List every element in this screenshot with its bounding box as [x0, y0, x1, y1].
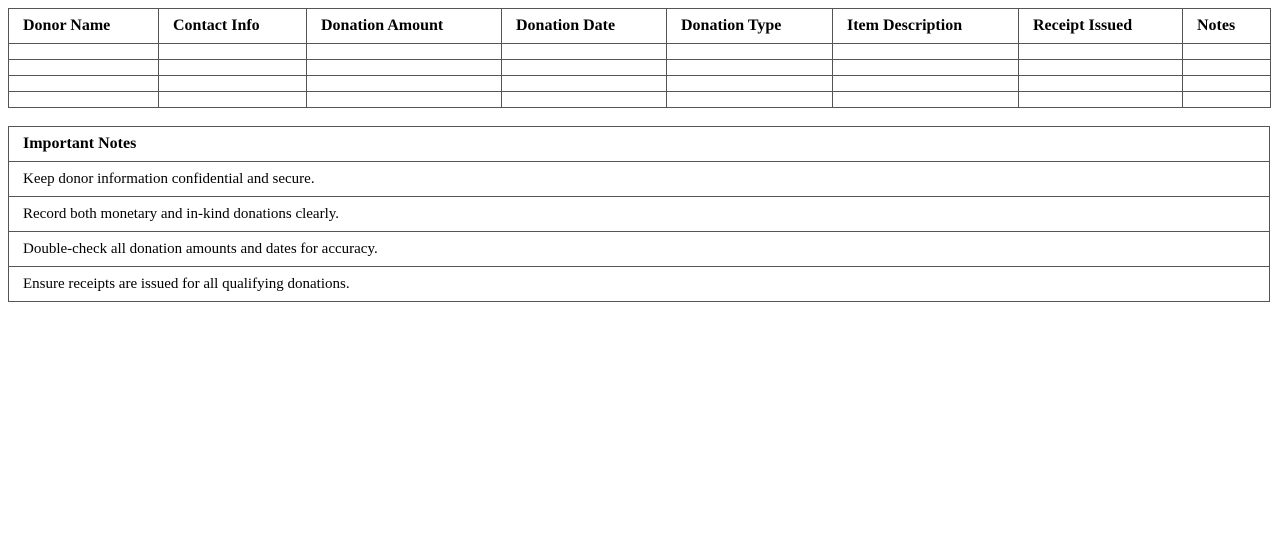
note-item: Double-check all donation amounts and dates for accuracy.: [9, 232, 1270, 267]
table-cell[interactable]: [9, 60, 159, 76]
note-row: [9, 232, 1270, 267]
column-header-receipt-issued: Receipt Issued: [1019, 9, 1183, 44]
note-row: [9, 197, 1270, 232]
table-cell[interactable]: [159, 92, 307, 108]
table-cell[interactable]: [1019, 60, 1183, 76]
table-row: [9, 60, 1271, 76]
note-row: [9, 267, 1270, 302]
note-item: Record both monetary and in-kind donations clearly.: [9, 197, 1270, 232]
column-header-donation-amount: Donation Amount: [307, 9, 502, 44]
table-cell[interactable]: [1019, 44, 1183, 60]
table-cell[interactable]: [502, 60, 667, 76]
table-cell[interactable]: [307, 76, 502, 92]
table-cell[interactable]: [667, 76, 833, 92]
column-header-donation-date: Donation Date: [502, 9, 667, 44]
table-cell[interactable]: [1183, 76, 1271, 92]
table-cell[interactable]: [833, 92, 1019, 108]
table-cell[interactable]: [9, 44, 159, 60]
table-cell[interactable]: [159, 60, 307, 76]
important-notes-heading: Important Notes: [9, 127, 1270, 162]
donation-log-table: [8, 8, 1271, 108]
table-cell[interactable]: [833, 44, 1019, 60]
note-item: Keep donor information confidential and secure.: [9, 162, 1270, 197]
column-header-item-description: Item Description: [833, 9, 1019, 44]
table-cell[interactable]: [502, 76, 667, 92]
table-cell[interactable]: [9, 76, 159, 92]
important-notes-table: [8, 126, 1270, 302]
table-cell[interactable]: [502, 92, 667, 108]
table-cell[interactable]: [667, 44, 833, 60]
table-header-row: [9, 9, 1271, 44]
table-cell[interactable]: [9, 92, 159, 108]
table-cell[interactable]: [1019, 76, 1183, 92]
table-cell[interactable]: [307, 44, 502, 60]
document-body: [8, 8, 1270, 302]
table-cell[interactable]: [307, 60, 502, 76]
table-cell[interactable]: [1183, 92, 1271, 108]
table-cell[interactable]: [1019, 92, 1183, 108]
table-cell[interactable]: [833, 60, 1019, 76]
table-row: [9, 44, 1271, 60]
table-cell[interactable]: [159, 44, 307, 60]
table-cell[interactable]: [667, 60, 833, 76]
note-item: Ensure receipts are issued for all qualifying donations.: [9, 267, 1270, 302]
column-header-donor-name: Donor Name: [9, 9, 159, 44]
table-cell[interactable]: [1183, 44, 1271, 60]
column-header-donation-type: Donation Type: [667, 9, 833, 44]
notes-header-row: [9, 127, 1270, 162]
table-cell[interactable]: [502, 44, 667, 60]
column-header-notes: Notes: [1183, 9, 1271, 44]
table-cell[interactable]: [667, 92, 833, 108]
table-row: [9, 76, 1271, 92]
table-cell[interactable]: [159, 76, 307, 92]
table-cell[interactable]: [833, 76, 1019, 92]
column-header-contact-info: Contact Info: [159, 9, 307, 44]
note-row: [9, 162, 1270, 197]
table-cell[interactable]: [1183, 60, 1271, 76]
table-cell[interactable]: [307, 92, 502, 108]
table-row: [9, 92, 1271, 108]
